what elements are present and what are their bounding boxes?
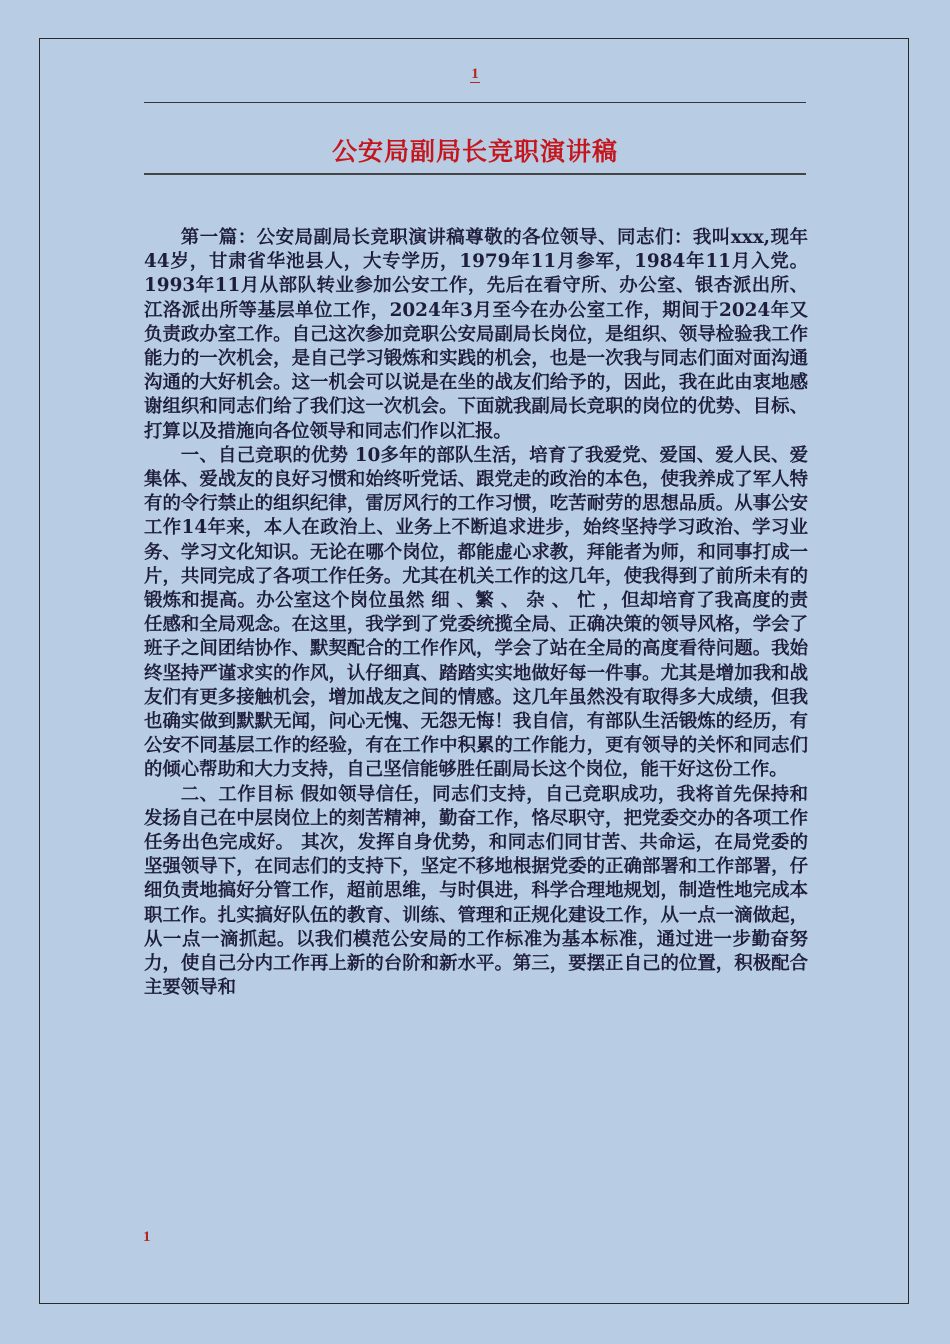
paragraph: 第一篇：公安局副局长竞职演讲稿尊敬的各位领导、同志们：我叫xxx,现年44岁，甘肃省华池县人，大专学历，1979年11月参军，1984年11月入党。1993年11月从部队转业参加公安工作，先后在看守所、办公室、银杏派出所、江洛派出所等基层单位工作，2024年3月至今在办公室工作，期间于2024年又负责政办室工作。自己这次参加竞职公安局副局长岗位，是组织、领导检验我工作能力的一次机会，是自己学习锻炼和实践的机会，也是一次我与同志们面对面沟通沟通的大好机会。这一机会可以说是在坐的战友们给予的，因此，我在此由衷地感谢组织和同志们给了我们这一次机会。下面就我副局长竞职的岗位的优势、目标、打算以及措施向各位领导和同志们作以汇报。	[144, 227, 808, 442]
paragraph: 一、自己竞职的优势 10多年的部队生活，培育了我爱党、爱国、爱人民、爱集体、爱战友的良好习惯和始终听党话、跟党走的政治的本色，使我养成了军人特有的令行禁止的组织纪律，雷厉风行的工作习惯，吃苦耐劳的思想品质。从事公安工作14年来，本人在政治上、业务上不断追求进步，始终坚持学习政治、学习业务、学习文化知识。无论在哪个岗位，都能虚心求教，拜能者为师，和同事打成一片，共同完成了各项工作任务。尤其在机关工作的这几年，使我得到了前所未有的锻炼和提高。办公室这个岗位虽然 细 、繁 、 杂 、 忙 ，但却培育了我高度的责任感和全局观念。在这里，我学到了党委统揽全局、正确决策的领导风格，学会了班子之间团结协作、默契配合的工作作风，学会了站在全局的高度看待问题。我始终坚持严谨求实的作风，认仔细真、踏踏实实地做好每一件事。尤其是增加我和战友们有更多接触机会，增加战友之间的情感。这几年虽然没有取得多大成绩，但我也确实做到默默无闻，问心无愧、无怨无悔！我自信，有部队生活锻炼的经历，有公安不同基层工作的经验，有在工作中积累的工作能力，更有领导的关怀和同志们的倾心帮助和大力支持，自己坚信能够胜任副局长这个岗位，能干好这份工作。	[144, 444, 808, 781]
header-page-number: 1	[471, 66, 479, 82]
header-divider	[144, 102, 806, 103]
paragraph: 二、工作目标 假如领导信任，同志们支持，自己竞职成功，我将首先保持和发扬自己在中层岗位上的刻苦精神，勤奋工作，恪尽职守，把党委交办的各项工作任务出色完成好。 其次，发挥自身优势，和同志们同甘苦、共命运，在局党委的坚强领导下，在同志们的支持下，坚定不移地根据党委的正确部署和工作部署，仔细负责地搞好分管工作，超前思维，与时俱进，科学合理地规划，制造性地完成本职工作。扎实搞好队伍的教育、训练、管理和正规化建设工作，从一点一滴做起，从一点一滴抓起。以我们模范公安局的工作标准为基本标准，通过进一步勤奋努力，使自己分内工作再上新的台阶和新水平。第三，要摆正自己的位置，积极配合主要领导和	[144, 783, 808, 999]
document-title: 公安局副局长竞职演讲稿	[331, 137, 618, 166]
footer-page-number: 1	[143, 1229, 151, 1245]
document-body	[144, 226, 808, 1236]
title-divider	[144, 173, 806, 175]
